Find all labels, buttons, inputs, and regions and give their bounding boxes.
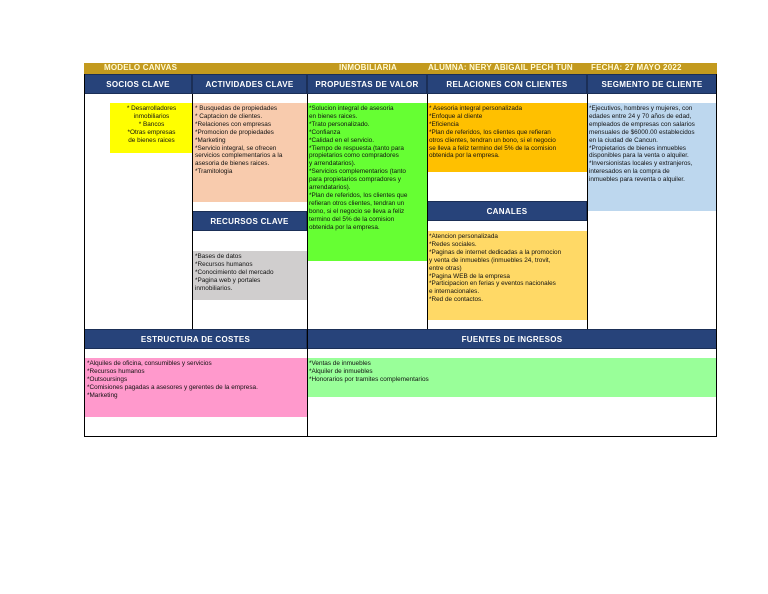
propuestas-line: propietarios como compradores (309, 152, 399, 160)
actividades-line: *Promocion de propiedades (195, 128, 274, 136)
relaciones-line: otros clientes, tendran un bono, si el negocio (429, 136, 556, 144)
propuestas-line: *Servicios complementarios (tanto (309, 168, 406, 176)
header-costes: ESTRUCTURA DE COSTES (84, 329, 307, 349)
socios-line: *Otras empresas (127, 128, 176, 136)
recursos-line: *Recursos humanos (195, 260, 253, 268)
canales-box (427, 231, 587, 320)
segmento-line: edades entre 24 y 70 años de edad, (589, 112, 692, 120)
propuestas-line: *Trato personalizado. (309, 120, 370, 128)
relaciones-line: obtenida por la empresa. (429, 152, 500, 160)
divider-actividades (307, 94, 308, 437)
top-bar (84, 63, 717, 74)
canales-line: *Pagina WEB de la empresa (429, 272, 510, 280)
segmento-box (587, 103, 717, 211)
right-border (716, 74, 717, 437)
bottom-border (84, 436, 717, 437)
canales-line: *Paginas de internet dedicadas a la promocion (429, 248, 562, 256)
propuestas-line: bono, si el negocio se lleva a feliz (309, 207, 405, 215)
header-relaciones: RELACIONES CON CLIENTES (427, 74, 587, 94)
recursos-line: *Pagina web y portales (195, 276, 261, 284)
socios-line: de bienes raices (128, 136, 175, 144)
propuestas-line: *Calidad en el servicio. (309, 136, 375, 144)
recursos-box (193, 251, 307, 300)
segmento-line: disponibles para la venta o alquiler. (589, 152, 689, 160)
propuestas-line: arrendatarios). (309, 184, 351, 192)
canales-line: e internacionales. (429, 288, 480, 296)
left-border (84, 74, 85, 437)
socios-line: inmobiliarios (133, 112, 170, 120)
segmento-line: empleados de empresas con salarios (589, 120, 695, 128)
costes-line: *Comisiones pagadas a asesores y gerentes de la empresa. (87, 383, 258, 391)
propuestas-line: *Solucion integral de asesoria (309, 105, 394, 112)
actividades-box (193, 103, 307, 202)
recursos-line: *Bases de datos (195, 253, 242, 260)
propuestas-line: *Tiempo de respuesta (tanto para (309, 144, 404, 152)
canales-line: *Participacion en ferias y eventos nacionales (429, 280, 556, 288)
propuestas-line: *Confianza (309, 128, 341, 136)
segmento-line: en la ciudad de Cancun. (589, 136, 658, 144)
propuestas-line: en bienes raices. (309, 112, 358, 120)
segmento-line: inmuebles para reventa o alquiler. (589, 176, 685, 184)
canales-line: *Red de contactos. (429, 296, 483, 304)
propuestas-line: *Plan de referidos, los clientes que (309, 191, 408, 199)
divider-socios (192, 94, 193, 329)
header-canales: CANALES (427, 201, 587, 221)
ingresos-line: *Ventas de inmuebles (309, 360, 371, 367)
company-label: INMOBILIARIA (339, 63, 397, 72)
actividades-line: asesoria de bienes raices. (195, 160, 270, 168)
actividades-line: *Marketing (195, 136, 226, 144)
header-ingresos: FUENTES DE INGRESOS (307, 329, 717, 349)
segmento-line: *Inversionistas locales y extranjeros, (589, 160, 693, 168)
relaciones-line: *Plan de referidos, los clientes que refieran (429, 128, 551, 136)
propuestas-line: obtenida por la empresa. (309, 223, 380, 231)
relaciones-line: *Enfoque al cliente (429, 112, 483, 120)
costes-line: *Recursos humanos (87, 367, 145, 375)
header-segmento: SEGMENTO DE CLIENTE (587, 74, 717, 94)
costes-box (85, 358, 307, 417)
actividades-line: *Servicio integral, se ofrecen (195, 144, 277, 152)
recursos-line: *Conocimiento del mercado (195, 268, 274, 276)
actividades-line: *Relaciones con empresas (195, 120, 272, 128)
actividades-line: *Tramitologia (195, 168, 233, 176)
divider-relaciones (587, 94, 588, 329)
propuestas-line: para propietarios compradores y (309, 176, 401, 184)
relaciones-line: se lleva a feliz termino del 5% de la comision (429, 144, 557, 152)
canales-line: *Atencion personalizada (429, 233, 498, 240)
ingresos-line: *Honorarios por tramites complementarios (309, 375, 429, 383)
actividades-line: servicios complementarios a la (195, 152, 283, 160)
costes-line: *Alquiles de oficina, consumibles y servicios (87, 360, 212, 367)
date-label: FECHA: 27 MAYO 2022 (591, 63, 682, 72)
model-title: MODELO CANVAS (104, 63, 178, 72)
actividades-line: * Busquedas de propiedades (195, 105, 278, 112)
canales-line: *Redes sociales. (429, 240, 477, 248)
propuestas-line: refieran otros clientes, tendran un (309, 199, 405, 207)
segmento-line: interesados en la compra de (589, 168, 670, 176)
segmento-line: *Ejecutivos, hombres y mujeres, con (589, 105, 693, 112)
segmento-line: *Propietarios de bienes inmuebles (589, 144, 686, 152)
relaciones-box (427, 103, 587, 172)
socios-line: * Bancos (138, 120, 165, 128)
header-socios: SOCIOS CLAVE (84, 74, 192, 94)
header-recursos: RECURSOS CLAVE (192, 211, 307, 231)
canales-line: entre otras) (429, 264, 462, 272)
socios-box (110, 103, 193, 153)
costes-line: *Outsoursings (87, 375, 128, 383)
segmento-line: mensuales de $6000.00 establecidos (589, 128, 695, 136)
propuestas-box (307, 103, 427, 261)
header-actividades: ACTIVIDADES CLAVE (192, 74, 307, 94)
ingresos-line: *Alquiler de inmuebles (309, 367, 373, 375)
student-label: ALUMNA: NERY ABIGAIL PECH TUN (428, 63, 573, 72)
propuestas-line: termino del 5% de la comision (309, 215, 395, 223)
relaciones-line: * Asesoria integral personalizada (429, 105, 523, 112)
actividades-line: * Captacion de clientes. (195, 112, 263, 120)
header-propuestas: PROPUESTAS DE VALOR (307, 74, 427, 94)
propuestas-line: y arrendatarios). (309, 160, 356, 168)
canales-line: y venta de inmuebles (inmuebles 24, trovit, (429, 256, 551, 264)
costes-line: *Marketing (87, 391, 118, 399)
recursos-line: inmobiliarios. (195, 284, 233, 292)
socios-line: * Desarrolladores (126, 105, 177, 112)
relaciones-line: *Eficiencia (429, 120, 459, 128)
ingresos-box (307, 358, 717, 397)
divider-propuestas (427, 94, 428, 329)
